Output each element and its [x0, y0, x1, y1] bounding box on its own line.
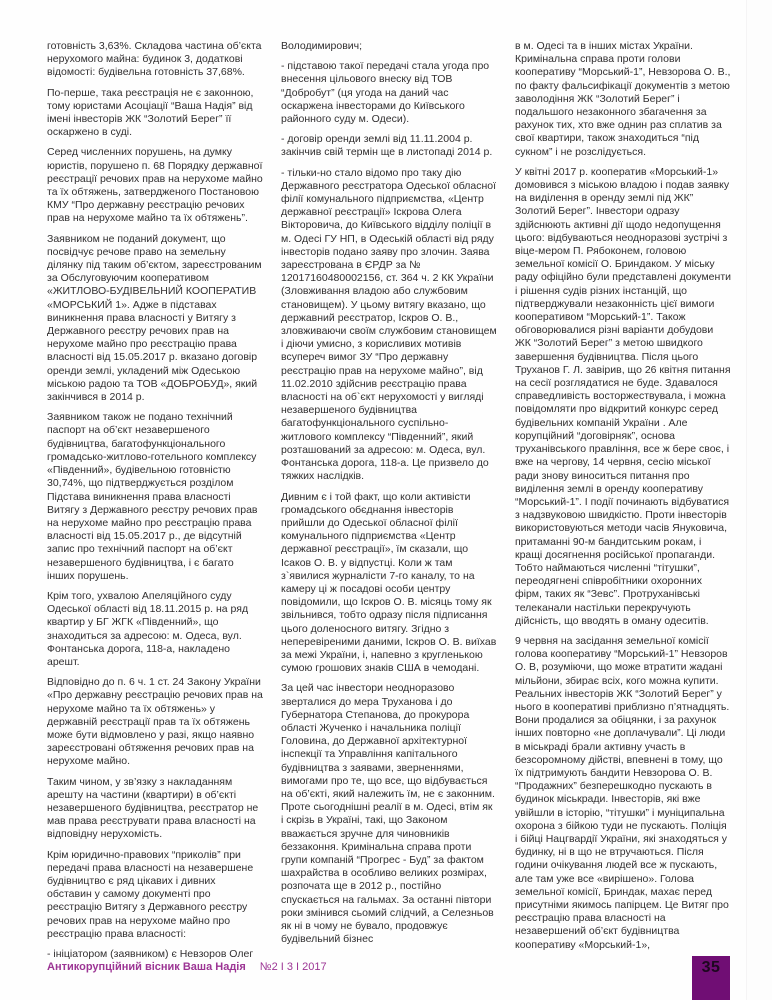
paragraph: За цей час інвестори неодноразово зверталися до мера Труханова і до Губернатора Степанова, до прокурора області Жученко і начальника поліції Головина, до Державної архітектурної інспекції та Управління капітального будівництва з заявами, зверненнями, вимогами про те, що все, що відбувається на об’єкті, який належить їм, не є законним. Проте сьогоднішні реалії в м. Одесі, втім як і скрізь в Україні, такі, що Законом вважається зручне для чиновників беззаконня. Кримінальна справа проти групи компаній “Прогрес - Буд” за фактом шахрайства в особливо великих розмірах, розпочата ще в 2012 р., постійно спускається на гальмах. За останні півтори роки змінився сьомий слідчий, а Селезньов як ні в чому не бувало, продовжує будівельний бізнес [281, 682, 495, 946]
paragraph: - ініціатором (заявником) є Невзоров Олег [47, 948, 254, 960]
journal-title: Антикорупційний вісник Ваша Надія [47, 961, 246, 973]
paragraph: Серед численних порушень, на думку юристів, порушено п. 68 Порядку державної реєстрації речових прав на нерухоме майно та їх обтяжень, затвердженого Постановою КМУ “Про державну реєстрацію речових прав на нерухоме майно та їх обтяжень”. [47, 146, 263, 225]
issue-number: №2 І 3 І 2017 [259, 961, 327, 973]
paragraph: - договір оренди землі від 11.11.2004 р. закінчив свій термін ще в листопаді 2014 р. [281, 133, 493, 159]
text-column-1 [47, 40, 263, 968]
paragraph: У квітні 2017 р. кооператив «Морський-1» домовився з міською владою і подав заявку на виділення в оренду землі під ЖК” Золотий Берег”. Інвестори одразу здійснюють активні дії щодо недопущення цього: відбуваються неодноразові зустрічі з віце-мером П. Рябоконем, головою земельної комісії О. Бриндаком. У міську раду офіційно були представлені документи і рішення судів різних інстанцій, що підтверджували незаконність цієї вимоги кооперативом “Морський-1”. Також обговорювалися різні варіанти добудови ЖК “Золотий Берег” з метою швидкого завершення будівництва. Після цього Труханов Г. Л. завірив, що 26 квітня питання на сесії розглядатися не буде. Здавалося справедливість восторжествувала, і можна повідомляти про відкритий конкурс серед будівельних компаній України . Але корупційний “договірняк”, основа труханівського правління, все ж бере своє, і вже на чергову, 14 червня, сесію міської ради знову виноситься питання про виділення землі в оренду кооперативу “Морський-1”. І події починають відбуватися з надзвуковою швидкістю. Проти інвесторів використовуються методи часів Януковича, притаманні 90-м бандитським рокам, і кращі досягнення російської пропаганди. Тобто наймаються численні “тітушки”, переодягнені співробітники охоронних фірм, таких як “Зевс”. Протруханівські телеканали настільки перекручують дійсність, що вводять в оману одеситів. [515, 165, 731, 627]
paragraph: Таким чином, у зв’язку з накладанням арешту на частини (квартири) в об’єкті незавершеного будівництва, реєстратор не мав права реєструвати права власності на відповідну нерухомість. [47, 775, 259, 841]
paragraph: Крім юридично-правових “приколів” при передачі права власності на незавершене будівництво є ряд цікавих і дивних обставин у самому документі про реєстрацію Витягу з Державного реєстру речових прав на нерухоме майно про реєстрацію права власності: [47, 848, 254, 940]
page-number-box [692, 956, 730, 1000]
paragraph: Відповідно до п. 6 ч. 1 ст. 24 Закону України «Про державну реєстрацію речових прав на нерухоме майно та їх обтяжень» у державній реєстрації прав та їх обтяжень може бути відмовлено у разі, якщо наявно зареєстровані обтяження речових прав на нерухоме майно. [47, 676, 263, 768]
page-edge-shade [746, 0, 772, 1000]
paragraph: Крім того, ухвалою Апеляційного суду Одеської області від 18.11.2015 р. на ряд квартир у БГ ЖГК «Південний», що знаходиться за адресою: м. Одеса, вул. Фонтанська дорога, 118-а, накладено арешт. [47, 589, 249, 668]
text-column-3 [515, 40, 731, 968]
paragraph: Заявником також не подано технічний паспорт на об’єкт незавершеного будівництва, багатофункціонального громадсько-житлово-готельного комплексу «Південний», будівельною готовністю 30,74%, що підтверджується розділом Підстава виникнення права власності Витягу з Державного реєстру речових прав на нерухоме майно про реєстрацію права власності від 15.05.2017 р., де відсутній запис про технічний паспорт на об’єкт незавершеного будівництва, і є багато інших порушень. [47, 411, 258, 582]
page-number: 35 [701, 959, 721, 976]
article-columns [47, 40, 731, 968]
paragraph: - тільки-но стало відомо про таку дію Державного реєстратора Одеської обласної філії комунального підприємства, «Центр державної реєстрації» Іскрова Олега Вікторовича, до Київського відділу поліції в м. Одесі ГУ НП, в Одеській області від ряду інвесторів подано заяву про злочин. Заява зареєстрована в ЄРДР за № 12017160480002156, ст. 364 ч. 2 КК України (Зловживання владою або службовим становищем). У цьому витягу вказано, що державний реєстратор, Іскров О. В., зловживаючи своїм службовим становищем і діючи умисно, з корисливих мотивів всупереч вимог ЗУ “Про державну реєстрацію прав на нерухоме майно”, від 11.02.2010 здійснив реєстрацію права власності на об`єкт нерухомості у вигляді незавершеного будівництва багатофункціонального суспільно-житлового комплексу “Південний”, який розташований за адресою: м. Одеса, вул. Фонтанська дорога, 118-а. Це призвело до тяжких наслідків. [281, 166, 497, 483]
paragraph: Володимирович; [281, 40, 363, 52]
paragraph: 9 червня на засідання земельної комісії голова кооперативу “Морський-1” Невзоров О. В, розуміючи, що може втратити жадані мільйони, збирає всіх, кого можна купити. Реальних інвесторів ЖК “Золотий Берег” у нього в кооперативі приблизно п’ятнадцять. Вони продалися за обіцянки, і за рахунок інших повторно «не доплачували”. Ці люди в міськраді брали активну участь в безсоромному дійстві, впевнені в тому, що їх підтримують бандити Невзорова О. В. “Продажних” безперешкодно пускають в будинок міськради. Інвесторів, які вже увійшли в історію, “тітушки” і муніципальна охорона з бійкою туди не пускають. Поліція і бійці Нацгвардії України, які знаходяться у будинку, ні в що не втручаються. Після години очікування людей все ж пускають, але там уже все «вирішено». Голова земельної комісії, Бриндак, махає перед присутніми якимось папірцем. Це Витяг про реєстрацію права власності на незавершений об’єкт будівництва кооперативу «Морський-1», [515, 634, 730, 951]
text-column-2 [281, 40, 497, 968]
paragraph: - підставою такої передачі стала угода про внесення цільового внеску від ТОВ “Добробут” (ця угода на даний час оскаржена інвесторами до Київського районного суду м. Одеси). [281, 60, 490, 126]
page-footer [47, 961, 327, 973]
paragraph: готовність 3,63%. Складова частина об’єкта нерухомого майна: будинок 3, додаткові відомості: будівельна готовність 37,68%. [47, 40, 262, 79]
paragraph: Дивним є і той факт, що коли активісти громадського обєднання інвесторів прийшли до Одеської обласної філії комунального підприємства «Центр державної реєстрації», їм сказали, що Ісаков О. В. у відпустці. Коли ж там з`явилися журналісти 7-го каналу, то на камеру ці ж посадові особи центру повідомили, що Іскров О. В. місяць тому як звільнився, тобто одразу після підписання цього доленосного витягу. Згідно з неперевіреними даними, Іскров О. В. виїхав за межі України, і, напевно з кругленькою сумою грошових знаків США в чемодані. [281, 490, 497, 675]
paragraph: в м. Одесі та в інших містах України. Кримінальна справа проти голови кооперативу “Морський-1”, Невзорова О. В., по факту фальсифікації документів з метою заволодіння ЖК “Золотий Берег” і подальшого незаконного збагачення за рахунок тих, хто вже однин раз сплатив за свої квартири, також знаходиться “під сукном” і не розслідується. [515, 40, 731, 158]
paragraph: По-перше, така реєстрація не є законною, тому юристами Асоціації “Ваша Надія” від імені інвесторів ЖК “Золотий Берег” її оскаржено в суді. [47, 86, 254, 139]
paragraph: Заявником не поданий документ, що посвідчує речове право на земельну ділянку під таким об’єктом, зареєстрованим за Обслуговуючим кооперативом «ЖИТЛОВО-БУДІВЕЛЬНИЙ КООПЕРАТИВ «МОРСЬКИЙ 1». Адже в підставах виникнення права власності у Витягу з Державного реєстру речових прав на нерухоме майно про реєстрацію права власності від 15.05.2017 р. вказано договір оренди землі, укладений між Одеською міською радою та ТОВ «ДОБРОБУД», який закінчився в 2014 р. [47, 232, 262, 404]
